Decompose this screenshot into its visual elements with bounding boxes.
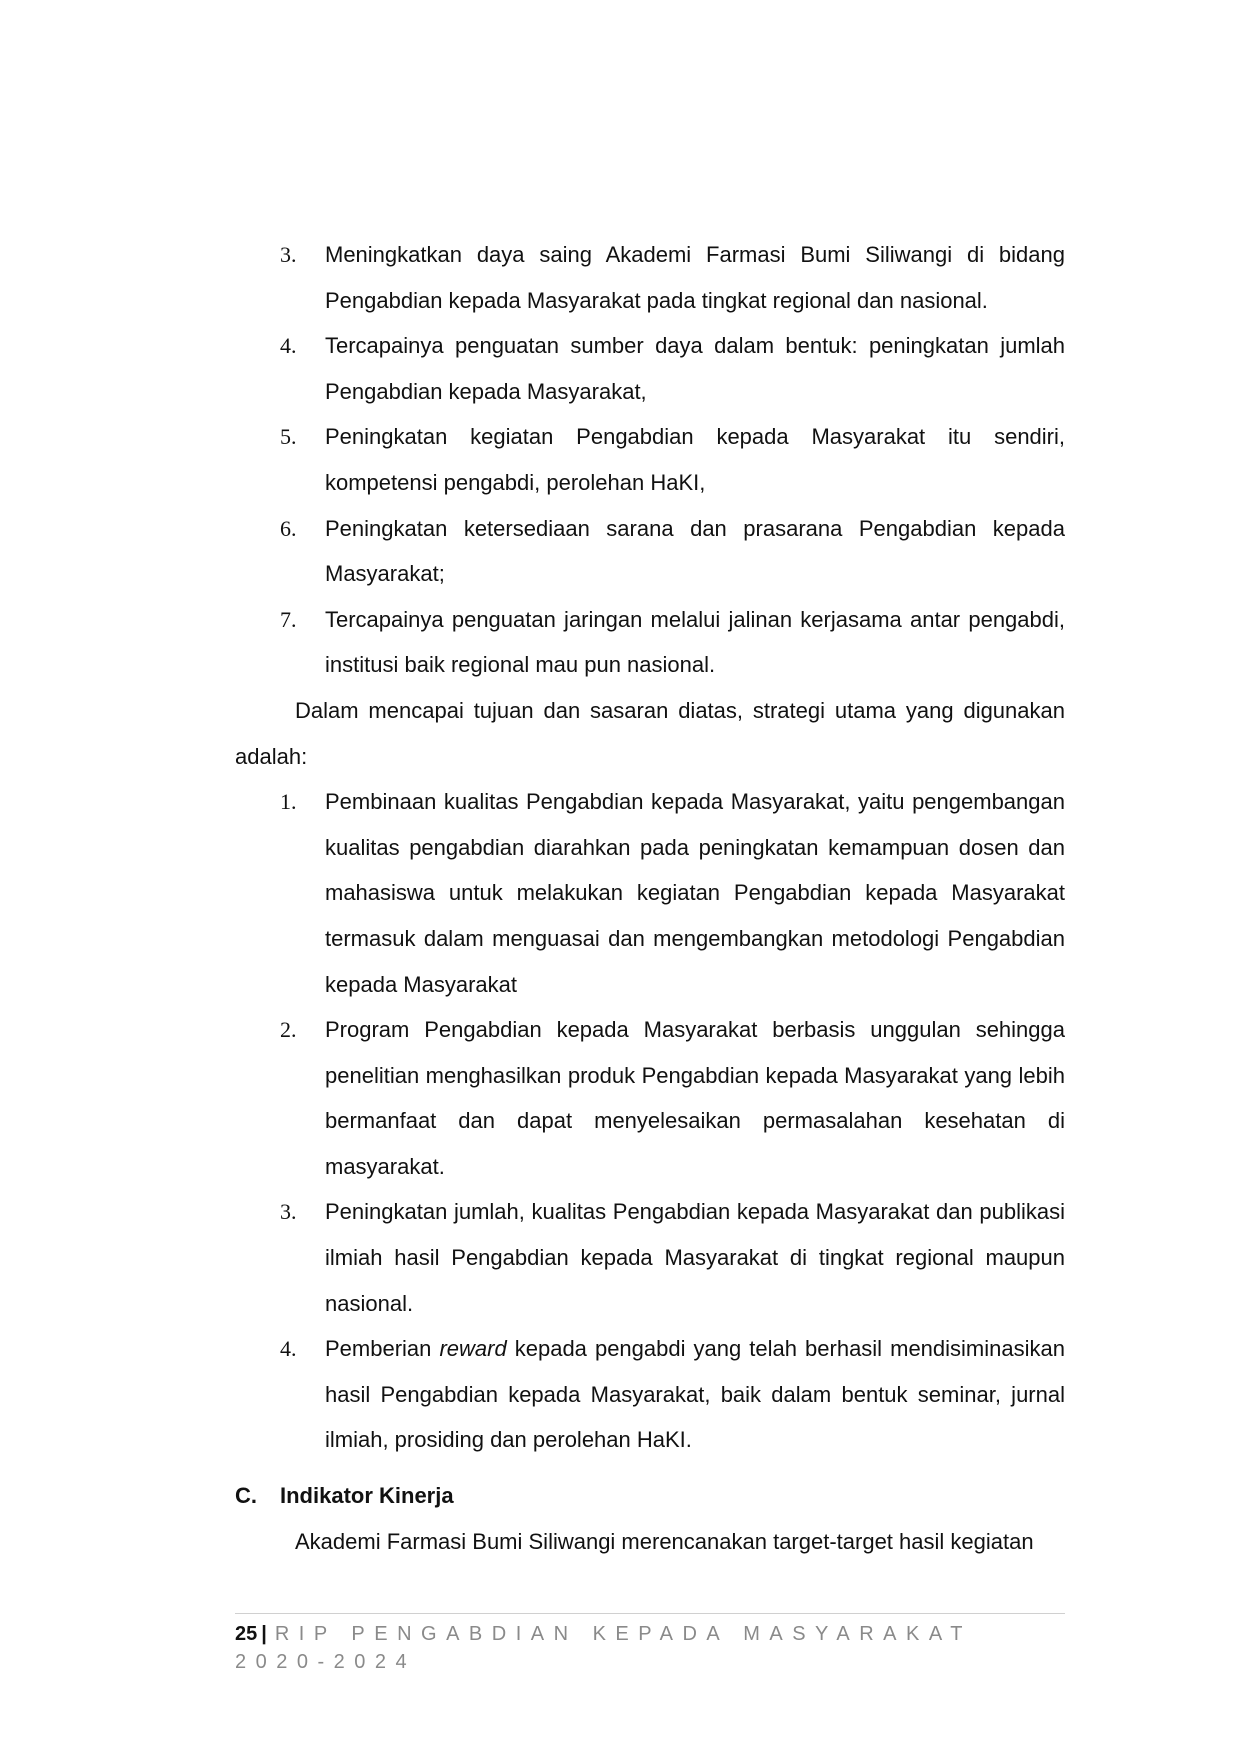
list-item bbox=[235, 779, 1065, 1007]
list-number: 1. bbox=[280, 789, 297, 815]
list-item-text: Meningkatkan daya saing Akademi Farmasi Bumi Siliwangi di bidang Pengabdian kepada Masyarakat pada tingkat regional dan nasional. bbox=[325, 242, 1065, 313]
section-paragraph: Akademi Farmasi Bumi Siliwangi merencanakan target-target hasil kegiatan bbox=[295, 1528, 1034, 1554]
goals-list bbox=[235, 232, 1065, 688]
footer-title: RIP PENGABDIAN KEPADA MASYARAKAT 2020-2024 bbox=[235, 1623, 972, 1673]
list-item-text: Peningkatan jumlah, kualitas Pengabdian kepada Masyarakat dan publikasi ilmiah hasil Pengabdian kepada Masyarakat di tingkat regional maupun nasional. bbox=[325, 1199, 1065, 1316]
section-letter: C. bbox=[235, 1483, 257, 1509]
list-number: 3. bbox=[280, 242, 297, 267]
page-footer bbox=[235, 1613, 1065, 1676]
page-content bbox=[235, 232, 1065, 1564]
list-item-text-end: kepada pengabdi yang telah berhasil mendisiminasikan hasil Pengabdian kepada Masyarakat, baik dalam bentuk seminar, jurnal ilmiah, prosiding dan perolehan HaKI. bbox=[325, 1336, 1065, 1453]
list-number: 5. bbox=[280, 424, 297, 450]
list-item-text: Pembinaan kualitas Pengabdian kepada Masyarakat, yaitu pengembangan kualitas pengabdian diarahkan pada peningkatan kemampuan dosen dan mahasiswa untuk melakukan kegiatan Pengabdian kepada Masyarakat termasuk dalam menguasai dan mengembangkan metodologi Pengabdian kepada Masyarakat bbox=[325, 789, 1065, 997]
list-number: 4. bbox=[280, 333, 297, 359]
list-number: 4. bbox=[280, 1336, 297, 1362]
list-item-text: Tercapainya penguatan jaringan melalui jalinan kerjasama antar pengabdi, institusi baik regional mau pun nasional. bbox=[325, 606, 1065, 678]
list-item bbox=[235, 597, 1065, 688]
page-number: 25 bbox=[235, 1623, 258, 1645]
list-item-text: Program Pengabdian kepada Masyarakat berbasis unggulan sehingga penelitian menghasilkan produk Pengabdian kepada Masyarakat yang lebih bermanfaat dan dapat menyelesaikan permasalahan kesehatan di masyarakat. bbox=[325, 1017, 1065, 1179]
list-item bbox=[235, 1189, 1065, 1326]
list-number: 2. bbox=[280, 1017, 297, 1043]
list-item-emphasis: reward bbox=[439, 1336, 507, 1362]
list-item-text: Peningkatan ketersediaan sarana dan prasarana Pengabdian kepada Masyarakat; bbox=[325, 515, 1065, 587]
list-item bbox=[235, 506, 1065, 597]
footer-separator: | bbox=[261, 1623, 267, 1645]
list-item bbox=[235, 1326, 1065, 1463]
list-item bbox=[235, 1007, 1065, 1189]
list-number: 3. bbox=[280, 1199, 297, 1225]
section-title: Indikator Kinerja bbox=[280, 1483, 454, 1509]
list-number: 6. bbox=[280, 515, 297, 541]
list-item-text: Tercapainya penguatan sumber daya dalam bentuk: peningkatan jumlah Pengabdian kepada Masyarakat, bbox=[325, 333, 1065, 404]
list-item bbox=[235, 323, 1065, 414]
list-item bbox=[235, 414, 1065, 505]
list-item-text: Peningkatan kegiatan Pengabdian kepada Masyarakat itu sendiri, kompetensi pengabdi, perolehan HaKI, bbox=[325, 424, 1065, 495]
list-number: 7. bbox=[280, 606, 297, 632]
list-item bbox=[235, 232, 1065, 323]
strategy-list bbox=[235, 779, 1065, 1463]
list-item-text-start: Pemberian bbox=[325, 1336, 432, 1362]
strategy-intro-paragraph: Dalam mencapai tujuan dan sasaran diatas, strategi utama yang digunakan adalah: bbox=[235, 697, 1065, 769]
section-heading bbox=[235, 1473, 1065, 1519]
